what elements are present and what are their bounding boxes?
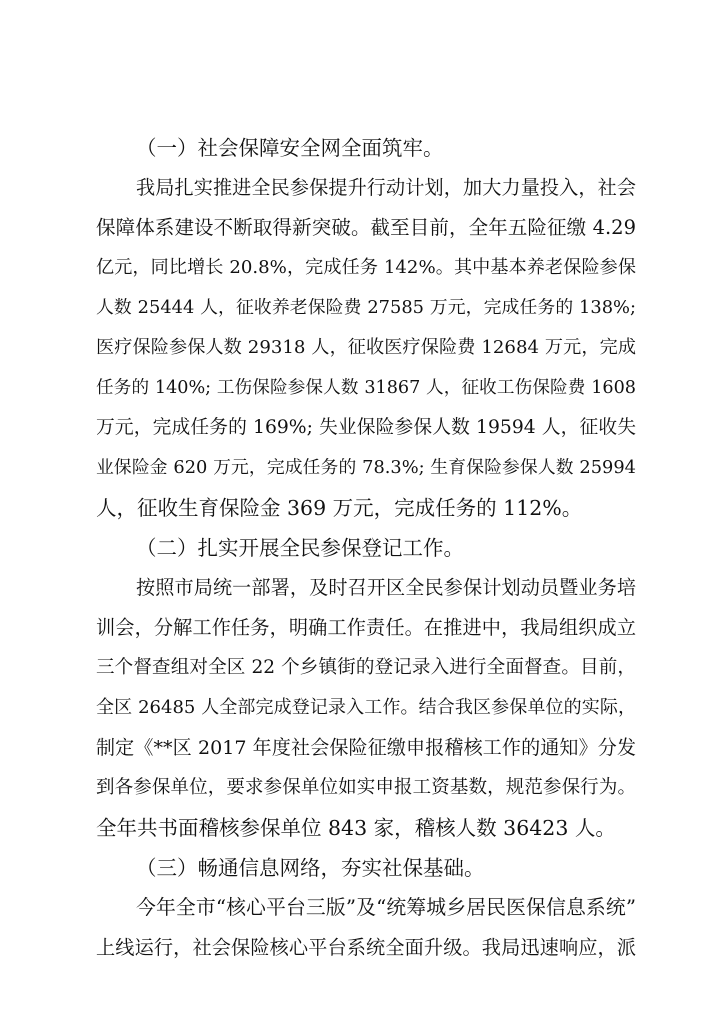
paragraph-line: 制定《**区 2017 年度社会保险征缴申报稽核工作的通知》分发 [96, 737, 636, 759]
paragraph-line: 亿元，同比增长 20.8%，完成任务 142%。其中基本养老保险参保 [96, 257, 636, 278]
paragraph-line: 万元，完成任务的 169%; 失业保险参保人数 19594 人，征收失 [96, 417, 636, 438]
paragraph-line: 人数 25444 人，征收养老保险费 27585 万元，完成任务的 138%; [96, 297, 636, 318]
paragraph-line: 人，征收生育保险金 369 万元，完成任务的 112%。 [96, 496, 583, 520]
paragraph-line: 任务的 140%; 工伤保险参保人数 31867 人，征收工伤保险费 1608 [96, 378, 636, 398]
section-heading-1: （一）社会保障安全网全面筑牢。 [136, 136, 444, 160]
paragraph-line: 全区 26485 人全部完成登记录入工作。结合我区参保单位的实际， [96, 697, 636, 718]
paragraph-line: 按照市局统一部署，及时召开区全民参保计划动员暨业务培 [136, 576, 636, 599]
paragraph-line: 三个督查组对全区 22 个乡镇街的登记录入进行全面督查。目前， [96, 657, 636, 678]
paragraph-line: 今年全市“核心平台三版”及“统筹城乡居民医保信息系统” [136, 896, 636, 919]
paragraph-line: 医疗保险参保人数 29318 人，征收医疗保险费 12684 万元，完成 [96, 337, 636, 358]
paragraph-line: 全年共书面稽核参保单位 843 家，稽核人数 36423 人。 [96, 816, 616, 840]
section-heading-3: （三）畅通信息网络，夯实社保基础。 [136, 856, 485, 880]
paragraph-line: 上线运行，社会保险核心平台系统全面升级。我局迅速响应，派 [96, 936, 636, 959]
paragraph-line: 保障体系建设不断取得新突破。截至目前，全年五险征缴 4.29 [96, 216, 636, 239]
paragraph-line: 到各参保单位，要求参保单位如实申报工资基数，规范参保行为。 [96, 777, 636, 798]
paragraph-line: 训会，分解工作任务，明确工作责任。在推进中，我局组织成立 [96, 616, 636, 639]
section-heading-2: （二）扎实开展全民参保登记工作。 [136, 536, 464, 560]
paragraph-line: 业保险金 620 万元，完成任务的 78.3%; 生育保险参保人数 25994 [96, 457, 636, 478]
paragraph-line: 我局扎实推进全民参保提升行动计划，加大力量投入，社会 [136, 176, 636, 199]
